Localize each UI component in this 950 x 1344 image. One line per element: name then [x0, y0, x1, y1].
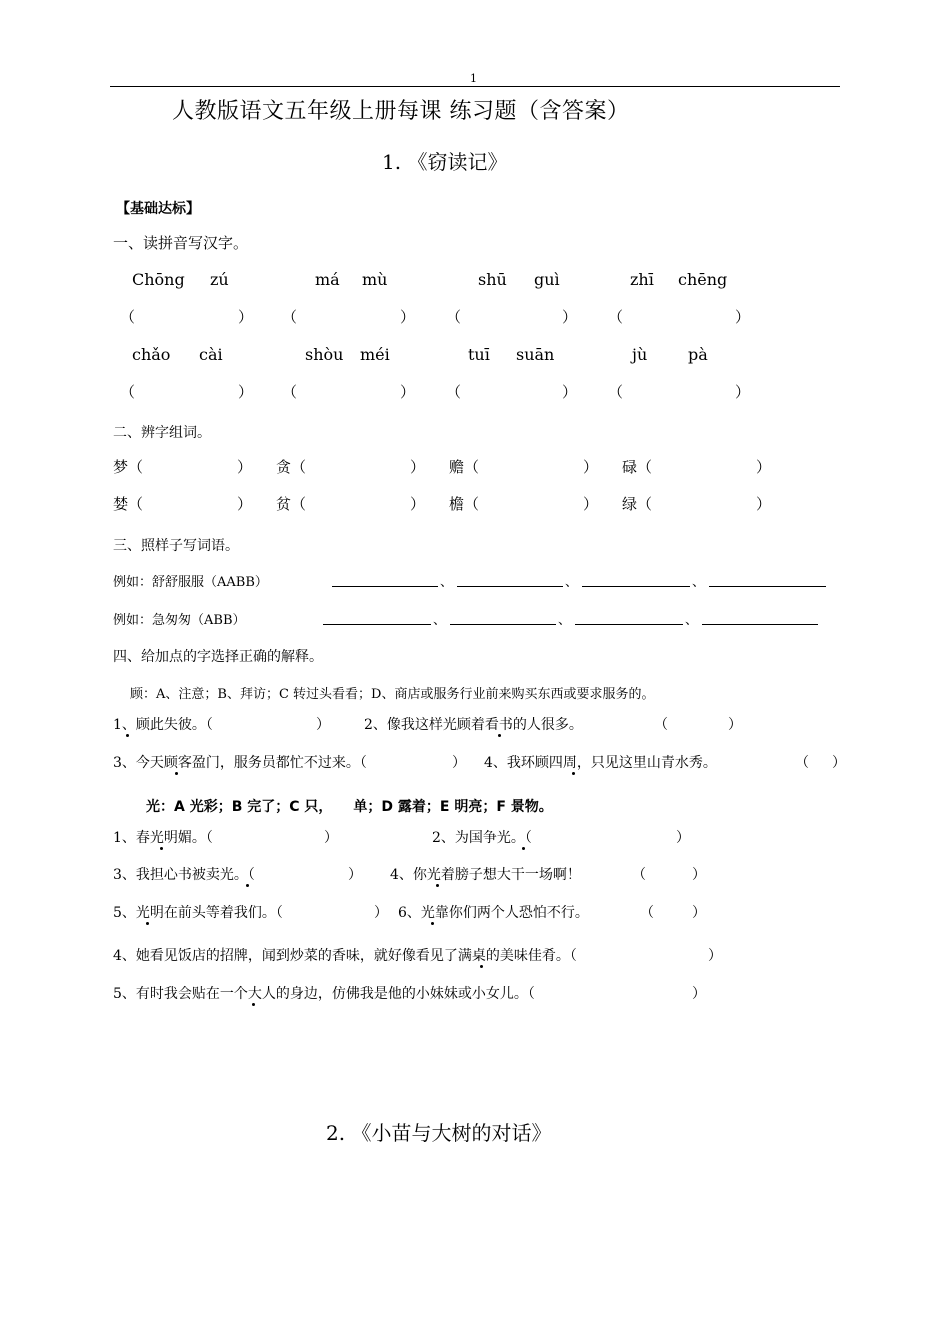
gu-item-2: 2、像我这样光顾着看书的人很多。	[364, 717, 583, 733]
pinyin: zhī	[630, 270, 654, 289]
paren-open: （	[608, 308, 624, 326]
paren-open: （	[795, 755, 809, 771]
word-prompt: 碌（	[622, 458, 653, 476]
pinyin: zú	[210, 270, 229, 289]
paren-close: ）	[692, 986, 706, 1002]
guang-item-1: 1、春光明媚。（	[113, 830, 213, 846]
gu-item-1: 1、顾此失彼。（	[113, 717, 213, 733]
paren-open: （	[120, 383, 136, 401]
paren-close: ）	[237, 458, 253, 476]
separator: 、	[565, 575, 579, 590]
paren-open: （	[632, 867, 646, 883]
guang-item-5: 5、光明在前头等着我们。（	[113, 905, 283, 921]
paren-close: ）	[735, 308, 751, 326]
q1-heading: 一、读拼音写汉字。	[113, 234, 249, 252]
lesson-1-title: 1. 《窃读记》	[382, 150, 508, 174]
word-prompt: 贫（	[276, 495, 307, 513]
pinyin: cài	[199, 345, 223, 364]
separator: 、	[692, 575, 706, 590]
pinyin: chǎo	[132, 345, 171, 364]
word-prompt: 婪（	[113, 495, 144, 513]
pinyin: mù	[362, 270, 388, 289]
example-abb: 例如：急匆匆（ABB）	[113, 613, 246, 628]
paren-open: （	[640, 905, 654, 921]
emphasis-dot	[160, 847, 163, 850]
answer-blank[interactable]	[332, 586, 438, 587]
paren-close: ）	[708, 948, 722, 964]
pinyin: méi	[360, 345, 390, 364]
word-prompt: 檐（	[449, 495, 480, 513]
extra-item-4: 4、她看见饭店的招牌，闻到炒菜的香味，就好像看见了满桌的美味佳肴。（	[113, 948, 577, 964]
separator: 、	[433, 613, 447, 628]
answer-blank[interactable]	[709, 586, 826, 587]
paren-open: （	[654, 717, 668, 733]
document-title: 人教版语文五年级上册每课 练习题（含答案）	[172, 99, 630, 124]
emphasis-dot	[522, 847, 525, 850]
section-basic: 【基础达标】	[116, 201, 200, 217]
paren-close: ）	[452, 755, 466, 771]
answer-blank[interactable]	[702, 624, 818, 625]
guang-item-6: 6、光靠你们两个人恐怕不行。	[398, 905, 589, 921]
header-rule	[110, 86, 840, 87]
paren-close: ）	[410, 495, 426, 513]
separator: 、	[440, 575, 454, 590]
pinyin: jù	[632, 345, 648, 364]
paren-open: （	[446, 308, 462, 326]
pinyin: tuī	[468, 345, 490, 364]
paren-close: ）	[692, 867, 706, 883]
q3-heading: 三、照样子写词语。	[113, 538, 239, 554]
pinyin: Chōng	[132, 270, 185, 289]
emphasis-dot	[480, 965, 483, 968]
paren-close: ）	[728, 717, 742, 733]
paren-close: ）	[400, 383, 416, 401]
answer-blank[interactable]	[575, 624, 683, 625]
paren-close: ）	[562, 308, 578, 326]
paren-open: （	[608, 383, 624, 401]
emphasis-dot	[246, 884, 249, 887]
emphasis-dot	[146, 922, 149, 925]
paren-close: ）	[832, 755, 846, 771]
emphasis-dot	[126, 734, 129, 737]
pinyin: guì	[534, 270, 560, 289]
paren-open: （	[446, 383, 462, 401]
word-prompt: 贪（	[276, 458, 307, 476]
lesson-2-title: 2. 《小苗与大树的对话》	[326, 1121, 552, 1145]
q4-heading: 四、给加点的字选择正确的解释。	[113, 649, 323, 665]
q2-heading: 二、辨字组词。	[113, 425, 211, 441]
paren-open: （	[120, 308, 136, 326]
emphasis-dot	[572, 772, 575, 775]
paren-close: ）	[238, 383, 254, 401]
gu-item-3: 3、今天顾客盈门，服务员都忙不过来。（	[113, 755, 367, 771]
pinyin: pà	[688, 345, 708, 364]
separator: 、	[558, 613, 572, 628]
paren-open: （	[282, 308, 298, 326]
word-prompt: 梦（	[113, 458, 144, 476]
answer-blank[interactable]	[582, 586, 690, 587]
emphasis-dot	[431, 922, 434, 925]
pinyin: shòu	[305, 345, 344, 364]
paren-close: ）	[735, 383, 751, 401]
guang-item-4: 4、你光着膀子想大干一场啊！	[390, 867, 581, 883]
paren-close: ）	[324, 830, 338, 846]
paren-close: ）	[692, 905, 706, 921]
example-aabb: 例如：舒舒服服（AABB）	[113, 575, 268, 590]
pinyin: suān	[516, 345, 555, 364]
pinyin: chēng	[678, 270, 728, 289]
pinyin: má	[315, 270, 340, 289]
guang-item-3: 3、我担心书被卖光。（	[113, 867, 255, 883]
separator: 、	[685, 613, 699, 628]
emphasis-dot	[498, 734, 501, 737]
word-prompt: 赡（	[449, 458, 480, 476]
answer-blank[interactable]	[323, 624, 431, 625]
paren-open: （	[282, 383, 298, 401]
paren-close: ）	[400, 308, 416, 326]
page-number: 1	[470, 72, 477, 85]
paren-close: ）	[374, 905, 388, 921]
answer-blank[interactable]	[457, 586, 563, 587]
extra-item-5: 5、有时我会贴在一个大人的身边，仿佛我是他的小妹妹或小女儿。（	[113, 986, 535, 1002]
paren-close: ）	[583, 495, 599, 513]
paren-close: ）	[562, 383, 578, 401]
guang-definitions: 光：A 光彩；B 完了；C 只， 单；D 露着；E 明亮；F 景物。	[146, 799, 553, 815]
paren-close: ）	[238, 308, 254, 326]
gu-item-4: 4、我环顾四周，只见这里山青水秀。	[484, 755, 717, 771]
paren-close: ）	[583, 458, 599, 476]
guang-item-2: 2、为国争光。（	[432, 830, 532, 846]
answer-blank[interactable]	[450, 624, 556, 625]
paren-close: ）	[316, 717, 330, 733]
paren-close: ）	[676, 830, 690, 846]
paren-close: ）	[410, 458, 426, 476]
emphasis-dot	[252, 1003, 255, 1006]
pinyin: shū	[478, 270, 507, 289]
word-prompt: 绿（	[622, 495, 653, 513]
gu-definitions: 顾：A、注意；B、拜访；C 转过头看看；D、商店或服务行业前来购买东西或要求服务的。	[130, 687, 655, 702]
paren-close: ）	[348, 867, 362, 883]
paren-close: ）	[237, 495, 253, 513]
paren-close: ）	[756, 458, 772, 476]
emphasis-dot	[436, 884, 439, 887]
paren-close: ）	[756, 495, 772, 513]
emphasis-dot	[175, 772, 178, 775]
